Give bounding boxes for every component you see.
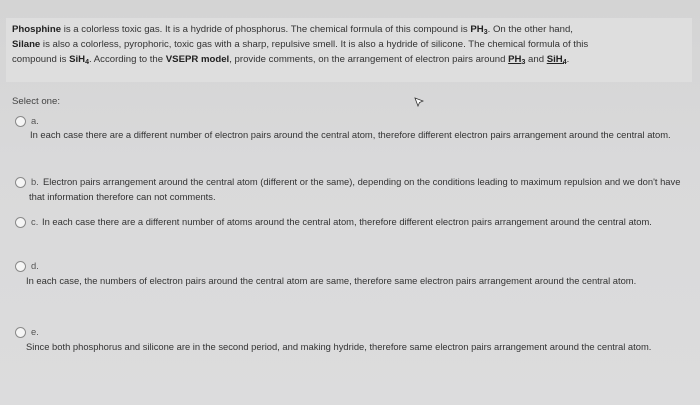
radio-e[interactable] [15, 327, 26, 338]
term-silane: Silane [12, 39, 41, 50]
option-d[interactable]: d. In each case, the numbers of electron pairs around the central atom are same, therefore same electron pairs arrangement around the central atom. [12, 258, 692, 308]
mouse-cursor-icon [414, 97, 424, 107]
option-b[interactable]: b. Electron pairs arrangement around the central atom (different or the same), depending on the conditions leading to maximum repulsion and we don't have that information therefore can not comments. [12, 174, 692, 206]
radio-d[interactable] [15, 261, 26, 272]
radio-c[interactable] [15, 217, 26, 228]
option-e[interactable]: e. Since both phosphorus and silicone are in the second period, and making hydride, therefore same electron pairs arrangement around the central atom. [12, 324, 692, 374]
option-b-text: Electron pairs arrangement around the central atom (different or the same), depending on the conditions leading to maximum repulsion and we don't have that information therefore can not comments. [29, 176, 681, 202]
term-vsepr: VSEPR model [165, 54, 230, 65]
radio-a[interactable] [15, 116, 26, 127]
question-text: Phosphine is a colorless toxic gas. It is a hydride of phosphorus. The chemical formula of this compound is $PH_3$. On the other hand, Silane is also a colorless, pyrophoric, toxic gas with a sharp, repulsive smell. It is also a hydride of silicone. The chemical formula of this compound is SiH$_4$. According to the VSEPR model, provide comments, on the arrangement of electron pairs around $PH_3$ and SiH$_4$. [12, 24, 589, 66]
option-e-text: Since both phosphorus and silicone are in the second period, and making hydride, therefore same electron pairs arrangement around the central atom. [26, 341, 652, 352]
option-c[interactable]: c. In each case there are a different number of atoms around the central atom, therefore different electron pairs arrangement around the central atom. [12, 214, 692, 246]
term-phosphine: Phosphine [12, 24, 62, 35]
option-c-text: In each case there are a different number of atoms around the central atom, therefore different electron pairs arrangement around the central atom. [42, 216, 652, 227]
option-a-text: In each case there are a different number of electron pairs around the central atom, therefore different electron pairs arrangement around the central atom. [30, 129, 671, 140]
radio-b[interactable] [15, 177, 26, 188]
option-d-text: In each case, the numbers of electron pairs around the central atom are same, therefore same electron pairs arrangement around the central atom. [26, 275, 637, 286]
select-one-label: Select one: [12, 96, 61, 107]
option-a[interactable]: a. In each case there are a different number of electron pairs around the central atom, therefore different electron pairs arrangement around the central atom. [12, 113, 692, 163]
